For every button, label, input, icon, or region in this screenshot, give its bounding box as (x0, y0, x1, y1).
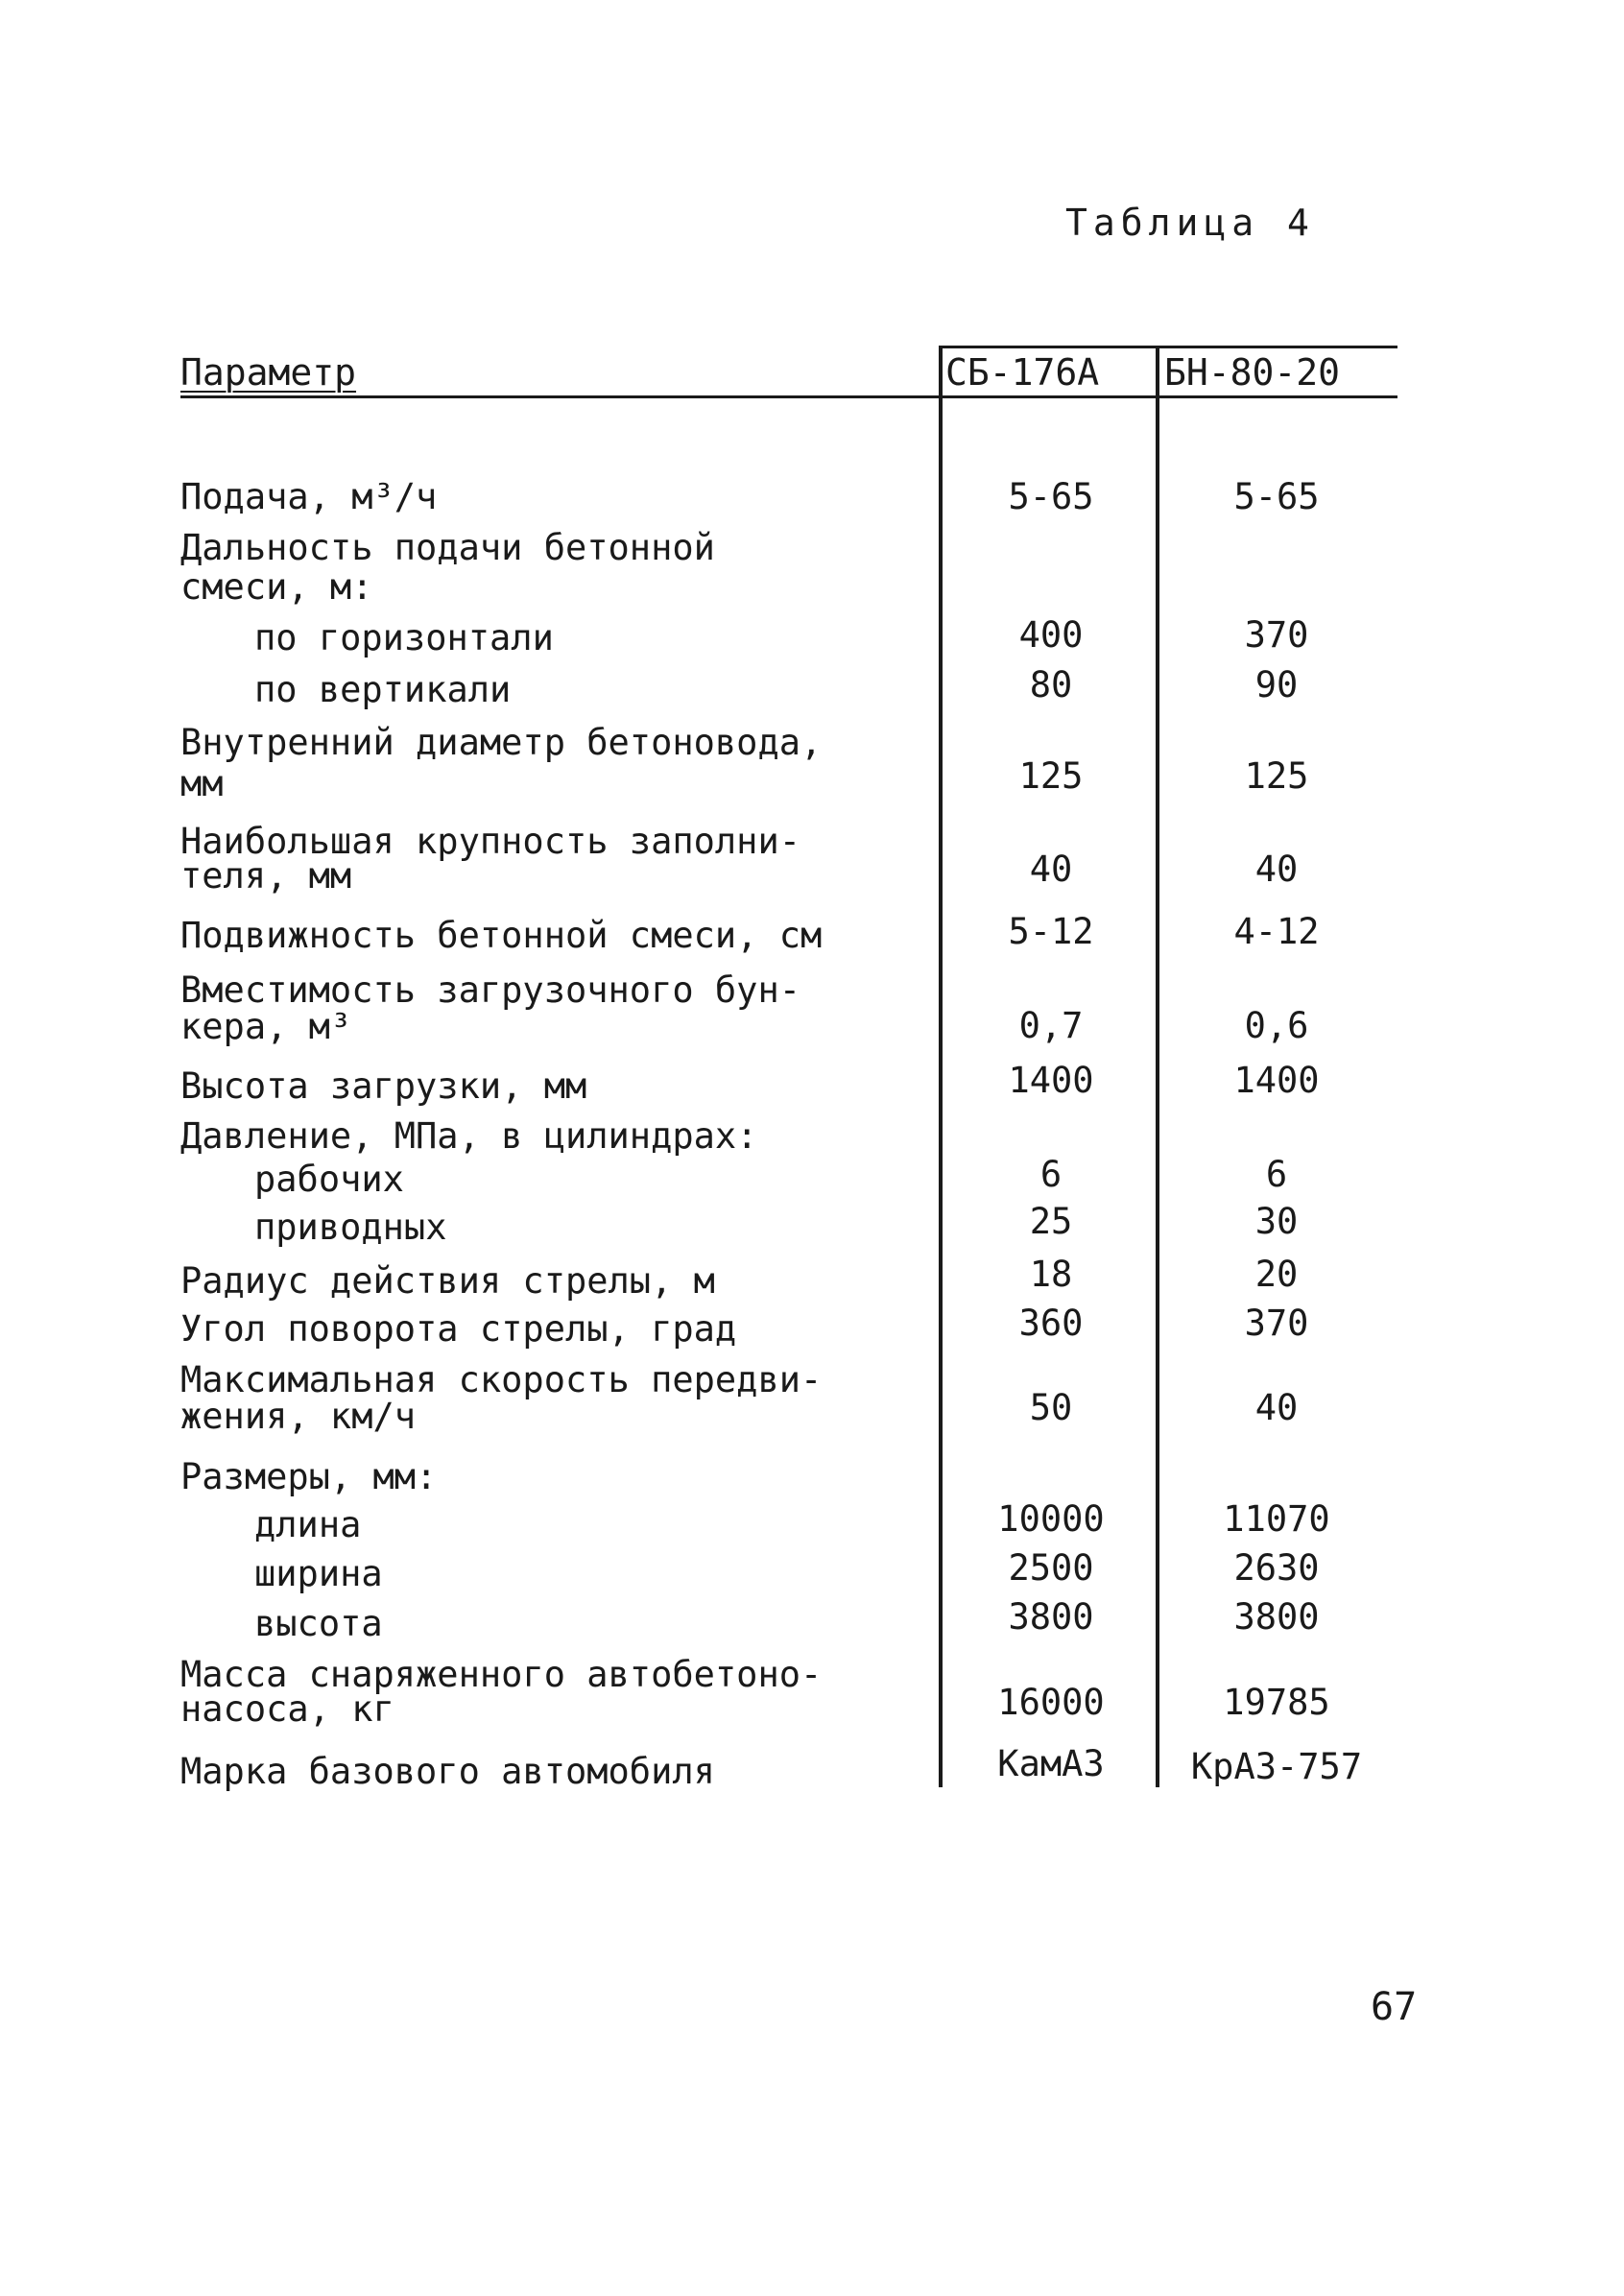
row-value-col1: КамАЗ (997, 1743, 1105, 1784)
row-value-col1: 25 (1029, 1201, 1073, 1242)
header-bottom-rule (180, 395, 1397, 398)
row-value-col2: 1400 (1233, 1060, 1320, 1101)
row-label: смеси, м: (180, 566, 373, 608)
row-value-col1: 400 (1018, 614, 1084, 656)
row-value-col2: 6 (1265, 1154, 1288, 1195)
row-value-col2: КрАЗ-757 (1190, 1746, 1363, 1787)
row-label: насоса, кг (180, 1688, 394, 1730)
row-label: теля, мм (180, 855, 352, 897)
row-label: ширина (254, 1553, 383, 1594)
row-label: высота (254, 1603, 383, 1644)
row-label: Вместимость загрузочного бун- (180, 969, 801, 1011)
row-label: Подвижность бетонной смеси, см (180, 915, 823, 956)
row-label: длина (254, 1504, 362, 1545)
row-value-col2: 4-12 (1233, 911, 1320, 952)
row-value-col2: 90 (1254, 664, 1299, 706)
row-value-col2: 19785 (1223, 1682, 1330, 1723)
row-label: Наибольшая крупность заполни- (180, 821, 801, 862)
table-title: Таблица 4 (1065, 202, 1315, 244)
row-label: по вертикали (254, 669, 512, 710)
row-value-col1: 0,7 (1018, 1005, 1084, 1046)
row-label: кера, м³ (180, 1006, 352, 1047)
column-divider-2 (1156, 347, 1159, 1787)
row-value-col1: 6 (1039, 1154, 1063, 1195)
row-value-col1: 40 (1029, 849, 1073, 890)
row-value-col2: 3800 (1233, 1596, 1320, 1638)
row-value-col2: 40 (1254, 849, 1299, 890)
row-value-col1: 80 (1029, 664, 1073, 706)
row-label: Масса снаряженного автобетоно- (180, 1654, 823, 1695)
row-label: жения, км/ч (180, 1396, 417, 1437)
row-value-col1: 125 (1018, 755, 1084, 797)
row-label: Максимальная скорость передви- (180, 1359, 823, 1400)
page-number: 67 (1371, 1985, 1418, 2029)
row-value-col2: 11070 (1223, 1498, 1330, 1540)
row-label: Угол поворота стрелы, град (180, 1308, 737, 1350)
row-label: по горизонтали (254, 617, 554, 658)
row-value-col1: 360 (1018, 1303, 1084, 1344)
row-label: Давление, МПа, в цилиндрах: (180, 1115, 758, 1157)
row-label: Дальность подачи бетонной (180, 527, 715, 568)
row-value-col2: 20 (1254, 1254, 1299, 1295)
row-label: Марка базового автомобиля (180, 1751, 715, 1792)
row-value-col2: 40 (1254, 1387, 1299, 1428)
table-top-rule (939, 346, 1397, 348)
header-col-bn8020: БН-80-20 (1164, 351, 1341, 394)
row-value-col1: 1400 (1008, 1060, 1094, 1101)
row-label: приводных (254, 1207, 447, 1248)
row-value-col2: 370 (1244, 1303, 1309, 1344)
row-value-col2: 0,6 (1244, 1005, 1309, 1046)
row-value-col1: 2500 (1008, 1547, 1094, 1589)
row-value-col2: 2630 (1233, 1547, 1320, 1589)
row-value-col1: 16000 (997, 1682, 1105, 1723)
row-value-col1: 3800 (1008, 1596, 1094, 1638)
row-label: Размеры, мм: (180, 1456, 438, 1497)
row-value-col2: 30 (1254, 1201, 1299, 1242)
row-value-col2: 5-65 (1233, 476, 1320, 517)
row-label: Подача, м³/ч (180, 476, 438, 517)
row-value-col1: 10000 (997, 1498, 1105, 1540)
row-label: Высота загрузки, мм (180, 1065, 587, 1107)
header-col-sb176a: СБ-176А (945, 351, 1100, 394)
row-label: Радиус действия стрелы, м (180, 1260, 715, 1302)
row-value-col1: 18 (1029, 1254, 1073, 1295)
row-value-col2: 370 (1244, 614, 1309, 656)
row-label: рабочих (254, 1159, 404, 1200)
row-label: мм (180, 763, 224, 804)
column-divider-1 (939, 347, 943, 1787)
row-value-col1: 50 (1029, 1387, 1073, 1428)
header-param: Параметр (180, 351, 357, 394)
row-value-col1: 5-65 (1008, 476, 1094, 517)
row-value-col2: 125 (1244, 755, 1309, 797)
row-label: Внутренний диаметр бетоновода, (180, 722, 823, 763)
row-value-col1: 5-12 (1008, 911, 1094, 952)
